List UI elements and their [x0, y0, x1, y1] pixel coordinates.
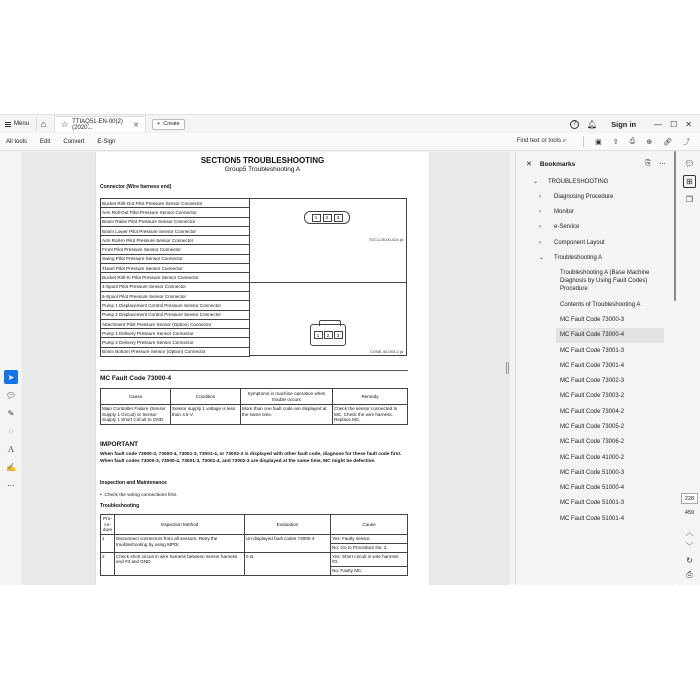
search-icon: ⌕ [562, 138, 567, 144]
plus-icon: + [157, 121, 161, 127]
fault-header-remedy: Remedy [333, 389, 408, 405]
diagram-divider [250, 282, 407, 283]
table-row [101, 245, 250, 254]
trouble-proc-2: 2 [101, 552, 115, 575]
trouble-header-method: Inspection Method [115, 515, 245, 535]
bell-icon[interactable]: 🔔︎ [586, 119, 598, 129]
connector-name: Pump 2 Delivery Pressure Sensor Connector [101, 338, 250, 347]
bookmark-label: MC Fault Code 41000-2 [560, 454, 625, 461]
trouble-cause-1b: No: Go to Procedure No. 2. [331, 543, 408, 552]
pages-panel-icon[interactable]: ❐ [685, 195, 694, 204]
group-title: Group5 Troubleshooting A [224, 166, 301, 173]
bookmarks-header [516, 156, 675, 172]
bookmark-item[interactable] [516, 465, 675, 480]
select-cursor-icon[interactable]: ➤ [4, 370, 18, 384]
bookmark-label: MC Fault Code 73000-3 [560, 317, 625, 324]
bookmark-item[interactable] [516, 404, 675, 419]
bookmarks-header-icons [645, 160, 675, 168]
trouble-cause-2a: Yes: Short circuit in wire harness #3. [331, 552, 408, 566]
bookmarks-panel [515, 152, 675, 585]
save-icon[interactable]: ▣ [595, 138, 602, 146]
bookmark-item[interactable] [516, 297, 675, 312]
bookmark-label: MC Fault Code 51001-3 [560, 500, 625, 507]
document-tab-title: TTIAQ51-EN-00(2)(2020... [72, 118, 123, 131]
pdf-page [96, 152, 429, 585]
troubleshooting-heading: Troubleshooting [100, 503, 140, 509]
close-window-icon[interactable]: ✕ [685, 119, 692, 129]
find-text-label: Find text or tools [516, 138, 562, 144]
link-icon[interactable]: 🔗︎ [663, 138, 672, 146]
bookmark-label: e-Service [554, 224, 580, 231]
comments-panel-icon[interactable]: 💬︎ [684, 159, 695, 168]
table-row [101, 236, 250, 245]
menu-label: Menu [14, 121, 30, 127]
trouble-proc-1: 1 [101, 535, 115, 552]
inspection-heading: Inspection and Maintenance [100, 480, 167, 486]
fault-table [100, 388, 408, 425]
total-pages: 459 [684, 510, 695, 516]
table-row [101, 319, 250, 328]
connector-name: Bucket Roll-Out Pilot Pressure Sensor Connector [101, 199, 250, 208]
stamp-icon[interactable]: ✍ [6, 462, 16, 472]
bookmark-item[interactable] [516, 174, 675, 189]
bookmark-label: MC Fault Code 51000-4 [560, 485, 625, 492]
text-box-icon[interactable]: Ａ [7, 444, 15, 454]
fault-cell-symptoms: More than one fault code are displayed at the same time. [241, 405, 333, 425]
sign-in-button[interactable]: Sign in [611, 119, 637, 129]
trouble-method-2: Check short circuit in wire harness between sensor harness end #3 and GND. [115, 552, 245, 575]
bookmark-item[interactable] [516, 220, 675, 235]
table-row [101, 217, 250, 226]
close-tab-icon[interactable]: ✕ [133, 121, 139, 129]
bookmark-item[interactable] [516, 312, 675, 327]
connector-name: Boom Bottom Pressure Sensor (Option) Connector [101, 347, 250, 356]
bookmark-item[interactable] [516, 435, 675, 450]
trouble-header-cause: Cause [331, 515, 408, 535]
bookmark-item[interactable] [516, 358, 675, 373]
chevron-right-icon[interactable]: › [539, 224, 541, 231]
fault-code-title: MC Fault Code 73000-4 [100, 375, 172, 382]
pin-a3: 3 [334, 214, 343, 222]
home-icon[interactable]: ⌂ [36, 117, 50, 131]
bookmark-label: MC Fault Code 73001-4 [560, 362, 625, 369]
bookmark-label: MC Fault Code 73005-2 [560, 424, 625, 430]
bookmark-item[interactable] [516, 250, 675, 265]
tool-menu [0, 139, 115, 145]
bookmark-label: Diagnosing Procedure [554, 193, 614, 200]
connector-name: 5-Spool Pilot Pressure Sensor Connector [101, 291, 250, 300]
find-text-button[interactable] [517, 138, 566, 145]
bookmark-item[interactable] [516, 419, 675, 434]
bookmark-item[interactable] [516, 235, 675, 250]
help-icon[interactable]: ? [570, 120, 579, 129]
pin-b1: 1 [314, 331, 323, 339]
section-rule [100, 370, 408, 371]
menu-button[interactable] [0, 121, 34, 127]
table-row [101, 310, 250, 319]
bookmark-item[interactable] [516, 496, 675, 511]
maximize-icon[interactable]: ☐ [670, 119, 678, 129]
troubleshooting-table [100, 514, 408, 576]
connector-name: Attachment Pilot Pressure Sensor (Option) Connector [101, 319, 250, 328]
print-icon[interactable]: ⎙ [629, 137, 636, 145]
connector-name: Pump 1 Displacement Control Pressure Sensor Connector [101, 301, 250, 310]
pin-b3: 3 [334, 331, 343, 339]
bookmark-label: MC Fault Code 73004-2 [560, 408, 625, 415]
table-row [101, 535, 408, 544]
close-panel-icon[interactable]: ✕ [526, 161, 532, 168]
table-row [101, 347, 250, 356]
chevron-right-icon[interactable]: › [539, 193, 541, 200]
bookmark-label: Component Layout [554, 239, 605, 246]
connector-name: Swing Pilot Pressure Sensor Connector [101, 254, 250, 263]
connector-name: Boom Lower Pilot Pressure Sensor Connector [101, 226, 250, 235]
pin-a1: 1 [312, 214, 321, 222]
tabbar-right [570, 120, 700, 129]
minimize-icon[interactable]: — [654, 119, 663, 129]
bookmarks-scrollbar[interactable] [673, 151, 677, 351]
document-viewport[interactable] [22, 152, 510, 585]
bookmark-label: TROUBLESHOOTING [548, 178, 609, 185]
bookmark-label: MC Fault Code 73002-3 [560, 378, 625, 385]
bookmark-label: Monitor [554, 209, 575, 216]
table-row [101, 254, 250, 263]
pin-b2: 2 [324, 331, 333, 339]
table-row [101, 405, 408, 425]
page-number-input[interactable]: 228 [681, 493, 698, 504]
connector-name: Bucket Roll-In Pilot Pressure Sensor Connector [101, 273, 250, 282]
table-row [101, 329, 250, 338]
connector-plug-a [304, 211, 350, 224]
connector-name: Pump 1 Delivery Pressure Sensor Connector [101, 329, 250, 338]
bookmark-label: Troubleshooting A (Base Machine Diagnosis by Using Fault Codes) Procedure [560, 270, 650, 293]
connector-plug-b [310, 324, 346, 346]
star-icon[interactable]: ☆ [61, 120, 69, 129]
chevron-down-icon[interactable]: ⌄ [539, 255, 545, 261]
right-rail [678, 152, 700, 585]
connector-name: Travel Pilot Pressure Sensor Connector [101, 264, 250, 273]
connector-table [100, 198, 250, 357]
chevron-right-icon[interactable]: › [539, 209, 541, 216]
fault-header-condition: Condition [171, 389, 241, 405]
table-row [101, 301, 250, 310]
zoom-icon[interactable]: ⊕ [646, 138, 653, 146]
trouble-cause-1a: Yes: Faulty sensor. [331, 535, 408, 544]
table-row [101, 264, 250, 273]
bookmark-item[interactable] [516, 205, 675, 220]
inspection-bullet: • Check the wiring connections first. [100, 493, 178, 498]
inspection-bullet-text: Check the wiring connections first. [104, 493, 178, 498]
connector-name: Arm Roll-In Pilot Pressure Sensor Connector [101, 236, 250, 245]
fit-page-icon[interactable]: ⎙ [686, 569, 693, 579]
trouble-header-evaluation: Evaluation [245, 515, 331, 535]
bookmarks-scroll-thumb[interactable] [674, 151, 676, 301]
trouble-eval-2: 0 Ω [245, 552, 331, 575]
bookmark-label: MC Fault Code 73001-3 [560, 347, 625, 354]
table-row [101, 226, 250, 235]
table-row [101, 552, 408, 566]
pin-a2: 2 [323, 214, 332, 222]
connector-name: 4-Spool Pilot Pressure Sensor Connector [101, 282, 250, 291]
bookmark-item[interactable] [516, 511, 675, 526]
fault-cell-condition: Sensor supply 1 voltage is less than 4.5 V. [171, 405, 241, 425]
diagram-code-1: TDC1-05-00-024 ja [368, 237, 403, 242]
pen-icon[interactable]: ✎ [7, 408, 15, 418]
connector-name: Arm Roll-Out Pilot Pressure Sensor Connector [101, 208, 250, 217]
important-label: IMPORTANT [100, 441, 139, 448]
trouble-method-1: Disconnect connectors from all sensors. Retry the troubleshooting by using MPDr. [115, 535, 245, 552]
table-row [101, 291, 250, 300]
bookmarks-panel-icon[interactable]: ⊞ [683, 175, 696, 188]
fault-header-cause: Cause [101, 389, 171, 405]
fault-cell-cause: Main Controller Failure (Sensor Supply 1 Circuit) or Sensor Supply 1 Short Circuit to GND [101, 405, 171, 425]
bookmark-item[interactable] [556, 328, 664, 343]
bookmark-item[interactable] [516, 189, 675, 204]
diagram-code-2: CONE-40-003-2 ja [369, 349, 403, 354]
chevron-right-icon[interactable]: › [539, 239, 541, 246]
lasso-icon[interactable]: ◌ [8, 426, 14, 436]
more-tools-icon[interactable]: ⋯ [7, 480, 15, 490]
edit-menu[interactable]: Edit [40, 138, 51, 145]
connector-name: Pump 2 Displacement Control Pressure Sensor Connector [101, 310, 250, 319]
fault-header-symptoms: Symptoms in machine operation when trouble occurs [241, 389, 333, 405]
toolbar-divider [583, 136, 584, 147]
bookmark-item[interactable] [516, 389, 675, 404]
bookmarks-list [516, 174, 675, 526]
bookmark-item[interactable] [516, 266, 675, 297]
scroll-up-icon[interactable]: ︿ [685, 528, 694, 537]
tab-bar [0, 115, 700, 133]
share-icon[interactable]: ⤴ [683, 138, 690, 146]
top-toolbar [0, 133, 700, 151]
all-tools-menu[interactable]: All tools [6, 138, 28, 145]
panel-resize-handle[interactable] [506, 362, 509, 374]
convert-menu[interactable]: Convert [63, 138, 85, 145]
scroll-down-icon[interactable]: ﹀ [685, 542, 694, 551]
connector-name: Front Pilot Pressure Sensor Connector [101, 245, 250, 254]
trouble-eval-1: Un-displayed fault codes 73000-4 [245, 535, 331, 552]
table-row [101, 208, 250, 217]
bookmark-label: MC Fault Code 51001-4 [560, 515, 625, 522]
connector-diagram [250, 198, 407, 356]
trouble-cause-2b: No: Faulty MC. [331, 567, 408, 576]
toolbar-right [517, 136, 700, 147]
bookmark-label: Troubleshooting A [554, 255, 603, 261]
bookmark-label: MC Fault Code 73006-2 [560, 439, 625, 446]
bookmark-label: MC Fault Code 73003-2 [560, 393, 625, 400]
comment-add-icon[interactable]: 💬︎ [5, 390, 17, 400]
connector-name: Boom Raise Pilot Pressure Sensor Connector [101, 217, 250, 226]
upload-icon[interactable]: ⇪ [612, 138, 619, 146]
important-text: When fault code 73000-3, 73000-4, 73001-3, 73001-4, or 73002-3 is displayed with other fault code, diagnose for these fault code first. When fault codes 73000-3, 73000-4, 73001-3, 73001-4, and 73002-3 are displayed at the same time, MC might be defective. [100, 452, 402, 465]
create-label: Create [163, 121, 180, 127]
chevron-down-icon[interactable]: ⌄ [533, 178, 539, 185]
bookmark-label: MC Fault Code 73000-4 [560, 332, 625, 339]
table-row [101, 273, 250, 282]
bookmark-item[interactable] [516, 343, 675, 358]
table-row [101, 199, 250, 208]
fault-cell-remedy: Check the sensor connected to MC. Check the wire harness. Replace MC. [333, 405, 408, 425]
table-row [101, 282, 250, 291]
bookmark-item[interactable] [516, 450, 675, 465]
bookmark-label: MC Fault Code 51000-3 [560, 469, 625, 476]
bookmark-label: Contents of Troubleshooting A [560, 301, 641, 308]
left-tool-rail [0, 152, 22, 585]
create-button[interactable] [152, 119, 185, 130]
esign-menu[interactable]: E-Sign [97, 138, 116, 145]
acrobat-window [0, 114, 700, 584]
section-title: SECTION5 TROUBLESHOOTING [200, 156, 325, 165]
connector-heading: Connector (Wire harness end) [100, 184, 172, 190]
bookmark-item[interactable] [516, 374, 675, 389]
hamburger-icon [5, 122, 11, 127]
document-tab[interactable] [54, 116, 146, 132]
bookmark-item[interactable] [516, 481, 675, 496]
table-row [101, 338, 250, 347]
more-options-icon[interactable]: ⋯ [659, 161, 666, 168]
bookmarks-title: Bookmarks [539, 160, 576, 168]
rotate-icon[interactable]: ↻ [686, 556, 693, 565]
trouble-header-procedure: Pro-ce-dure [101, 515, 115, 535]
bookmark-add-icon[interactable]: ⎘ [645, 160, 651, 167]
